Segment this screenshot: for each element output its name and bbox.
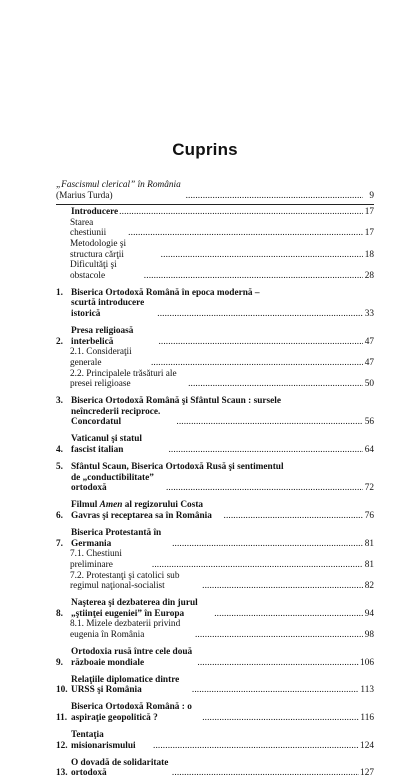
toc-line <box>63 260 374 281</box>
toc-page-number: 28 <box>364 270 374 281</box>
toc-page-number: 18 <box>364 249 374 260</box>
toc-entry-text: Starea chestiunii <box>70 217 107 239</box>
toc-entry-number: 11. <box>56 713 68 724</box>
toc-line <box>56 675 374 696</box>
toc-entry-italic-text: „Fascismul clerical” în România <box>56 180 181 190</box>
toc-entry-text: neîncrederii reciproce. Concordatul <box>71 406 161 428</box>
toc-entry-number: 7. <box>56 538 63 549</box>
leader-dots <box>161 250 363 261</box>
toc-page-number: 47 <box>364 357 374 368</box>
toc-entry-text: Dificultăţi şi obstacole <box>70 260 117 281</box>
toc-page-number: 81 <box>364 538 374 549</box>
toc-page-number: 116 <box>360 713 374 724</box>
toc-entry-metodologie[interactable] <box>56 239 374 260</box>
toc-entry-number: 10. <box>56 685 68 696</box>
leader-dots <box>157 309 363 320</box>
toc-entry-text: Relaţiile diplomatice dintre URSS şi România <box>71 674 180 696</box>
toc-entry-c10[interactable] <box>56 675 374 696</box>
toc-entry-c1[interactable] <box>56 288 374 320</box>
toc-entry-text: O dovadă de solidaritate ortodoxă <box>71 757 169 779</box>
toc-page-number: 113 <box>360 685 374 696</box>
toc-entry-number: 13. <box>56 768 68 779</box>
divider <box>56 204 374 205</box>
toc-page-number: 17 <box>364 228 374 239</box>
leader-dots <box>166 483 363 494</box>
toc-entry-c13[interactable] <box>56 758 374 779</box>
toc-page-number: 9 <box>369 190 374 201</box>
toc-entry-text: Filmul Amen al regizorului Costa Gavras şi receptarea sa în România <box>71 500 212 522</box>
toc-page-number: 81 <box>364 559 374 570</box>
toc-entry-number: 8. <box>56 608 63 619</box>
leader-dots <box>172 768 359 779</box>
toc-page-number: 98 <box>364 629 374 640</box>
toc-entry-c3[interactable] <box>56 396 374 428</box>
toc-entry-c6[interactable] <box>56 500 374 521</box>
toc-entry-dificultati[interactable] <box>56 260 374 281</box>
toc-page-number: 94 <box>364 608 374 619</box>
toc-line <box>56 528 374 549</box>
toc-page-number: 64 <box>364 445 374 456</box>
leader-dots <box>195 630 363 641</box>
toc-line <box>63 218 374 239</box>
toc-page-number: 33 <box>364 309 374 320</box>
toc-line <box>56 598 374 619</box>
toc-entry-text: 2.1. Consideraţii generale <box>70 347 132 368</box>
leader-dots <box>188 379 363 390</box>
toc-line <box>56 207 374 218</box>
film-title: Amen <box>99 500 123 511</box>
toc-line <box>56 500 374 521</box>
toc-entry-intro[interactable] <box>56 180 374 201</box>
toc-entry-c7-2[interactable] <box>56 571 374 592</box>
toc-entry-c2-2[interactable] <box>56 369 374 390</box>
toc-line <box>63 369 374 390</box>
toc-line <box>63 347 374 368</box>
toc-entry-c7-1[interactable] <box>56 549 374 570</box>
leader-dots <box>158 337 363 348</box>
toc-entry-c9[interactable] <box>56 647 374 668</box>
leader-dots <box>119 207 363 218</box>
toc-entry-text: Naşterea şi dezbaterea din jurul „ştiinţei eugeniei” în Europa <box>71 598 198 619</box>
toc-entry-starea[interactable] <box>56 218 374 239</box>
toc-line <box>56 396 374 407</box>
toc-entry-number: 9. <box>56 657 63 668</box>
toc-page-number: 82 <box>364 581 374 592</box>
toc-line <box>56 298 374 319</box>
toc-entry-text: Biserica Ortodoxă Română şi Sfântul Scaun : sursele <box>71 396 281 407</box>
toc-entry-text: 2.2. Principalele trăsături ale presei religioase <box>70 368 177 390</box>
toc-line <box>56 758 374 779</box>
toc-line <box>56 647 374 668</box>
toc-entry-text: Biserica Ortodoxă Română : o aspiraţie geopolitică ? <box>71 702 192 724</box>
toc-entry-text: 7.1. Chestiuni preliminare <box>70 549 122 570</box>
leader-dots <box>202 713 359 724</box>
toc-line <box>56 407 374 428</box>
toc-entry-c5[interactable] <box>56 462 374 494</box>
toc-entry-number: 12. <box>56 740 68 751</box>
leader-dots <box>224 511 363 522</box>
toc-entry-text: 7.2. Protestanţi şi catolici sub regimul naţional-socialist <box>70 570 180 592</box>
toc-entry-number: 1. <box>56 287 63 298</box>
toc-line <box>56 462 374 473</box>
toc-entry-c2-1[interactable] <box>56 347 374 368</box>
toc-entry-number: 6. <box>56 511 63 522</box>
leader-dots <box>192 685 360 696</box>
toc-entry-number: 5. <box>56 462 63 473</box>
toc-page-number: 76 <box>364 511 374 522</box>
leader-dots <box>152 560 363 571</box>
leader-dots <box>151 358 363 369</box>
leader-dots <box>176 417 363 428</box>
leader-dots <box>168 445 363 456</box>
toc-entry-c7[interactable] <box>56 528 374 549</box>
leader-dots <box>186 191 363 202</box>
toc-page-number: 72 <box>364 483 374 494</box>
toc-line <box>56 434 374 455</box>
toc-page-number: 56 <box>364 417 374 428</box>
toc-line <box>63 619 374 640</box>
toc-line <box>63 239 374 260</box>
toc-page-number: 17 <box>364 207 374 218</box>
toc-line <box>56 288 374 299</box>
toc-entry-c2[interactable] <box>56 326 374 347</box>
toc-entry-text: Tentaţia misionarismului <box>71 730 136 751</box>
table-of-contents <box>56 180 374 779</box>
toc-line <box>56 326 374 347</box>
toc-entry-number: 4. <box>56 445 63 456</box>
leader-dots <box>128 228 363 239</box>
toc-page-number: 127 <box>360 768 374 779</box>
toc-page-number: 124 <box>360 740 374 751</box>
toc-entry-c12[interactable] <box>56 730 374 751</box>
toc-entry-text <box>56 180 185 201</box>
toc-entry-text: Ortodoxia rusă între cele două războaie mondiale <box>71 647 193 668</box>
toc-entry-text: 8.1. Mizele dezbaterii privind eugenia în România <box>70 619 181 640</box>
toc-entry-number: 3. <box>56 396 63 407</box>
leader-dots <box>197 658 359 669</box>
toc-entries <box>56 207 374 779</box>
leader-dots <box>144 271 363 282</box>
toc-entry-text: Sfântul Scaun, Biserica Ortodoxă Rusă şi sentimentul <box>71 462 284 473</box>
toc-entry-text: scurtă introducere istorică <box>71 298 145 320</box>
leader-dots <box>172 539 363 550</box>
toc-entry-text: de „conductibilitate” ortodoxă <box>71 472 154 494</box>
toc-entry-number: 2. <box>56 336 63 347</box>
toc-line <box>63 571 374 592</box>
toc-entry-author: (Marius Turda) <box>56 190 113 201</box>
toc-page-number: 50 <box>364 379 374 390</box>
toc-entry-text: Presa religioasă interbelică <box>71 326 134 347</box>
toc-entry-c8[interactable] <box>56 598 374 619</box>
toc-line <box>56 730 374 751</box>
page-title: Cuprins <box>172 140 238 159</box>
toc-entry-text: Introducere <box>71 207 119 218</box>
toc-entry-c4[interactable] <box>56 434 374 455</box>
toc-entry-text: Biserica Protestantă în Germania <box>71 528 162 549</box>
toc-line <box>63 549 374 570</box>
leader-dots <box>153 741 359 752</box>
toc-entry-c11[interactable] <box>56 702 374 723</box>
leader-dots <box>202 581 363 592</box>
toc-line <box>56 473 374 494</box>
toc-entry-text: Metodologie şi structura cărţii <box>70 238 127 260</box>
toc-entry-text: Vaticanul şi statul fascist italian <box>71 434 142 456</box>
leader-dots <box>214 609 363 620</box>
toc-entry-c8-1[interactable] <box>56 619 374 640</box>
toc-entry-text: Biserica Ortodoxă Română în epoca modernă – <box>71 287 260 298</box>
toc-entry-introducere[interactable] <box>56 207 374 218</box>
toc-page-number: 106 <box>360 657 374 668</box>
toc-page-number: 47 <box>364 336 374 347</box>
toc-line <box>56 702 374 723</box>
